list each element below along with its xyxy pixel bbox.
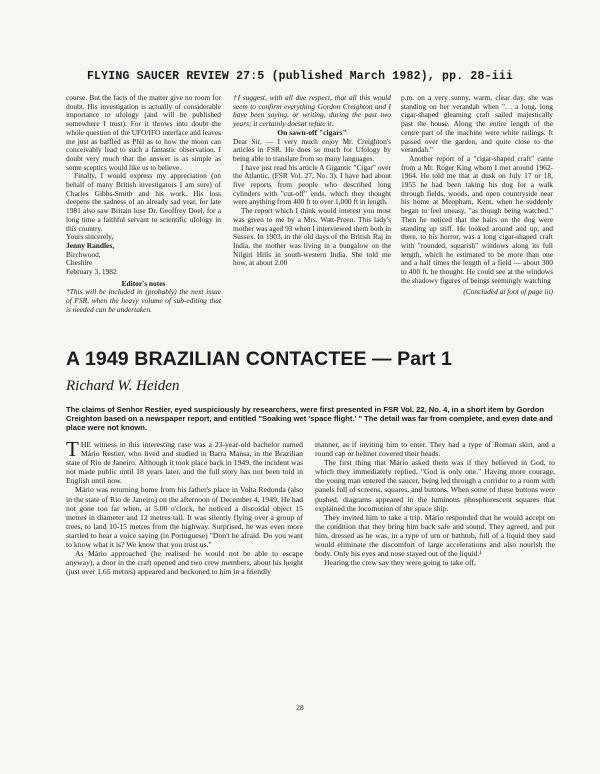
article-column-left [66, 437, 303, 577]
signer: Jenny Randles, [66, 240, 115, 250]
continuation-note: (Concluded at foot of page iii) [463, 287, 553, 297]
address-line: Cheshire [66, 258, 93, 268]
signoff: Yours sincerely, [66, 232, 114, 242]
paragraph: p.m. on a very sunny, warm, clear day, she was standing on her verandah when ". . a long, long cigar-shaped gleaming craft sailed majestically past the house. Along the entire length of the centre part of the machine were white railings. It passed over the garden, and quite close to the verandah." [401, 93, 553, 155]
paragraph: course. But the facts of the matter give no room for doubt. His investigation is actually of considerable importance to ufology (and will be published somewhere I trust). For it throws into doubt the whole question of the UFO/IFO interface and leaves me just as baffled as Phil as to how the moon can conceivably lead to such a fantastic observation. I doubt very much that the answer is as simple as some sceptics would like us to believe. [66, 93, 221, 172]
article-title: A 1949 BRAZILIAN CONTACTEE — Part 1 [66, 348, 452, 370]
paragraph: As Mário approached (he realised he would not be able to escape anyway), a door in the craft opened and two crew members, about his height (just over 1.65 metres) appeared and beckoned to him in a friendly [66, 549, 303, 577]
drop-cap: T [66, 437, 79, 461]
article-column-right [315, 440, 555, 567]
letters-column-1 [66, 94, 221, 315]
paragraph: Another report of a "cigar-shaped craft" came from a Mr. Roger King whom I met around 1962-1964. He told me that at dusk on July 17 or 18, 1955 he had been taking his dog for a walk through fields, woods, and open countryside near his home at Meopham, Kent, when he suddenly began to feel uneasy, "as though being watched." Then he noticed that the hairs on the dog were standing up stiff. He looked around and up, and there, to his horror, was a long cigar-shaped craft with "rounded, squarish" windows along its full length, which he estimated to be more than one and a half times the length of a field — about 300 to 400 ft, he thought. He could see at the windows the shadowy figures of beings seemingly watching [401, 153, 553, 285]
address-line: Birchwood, [66, 249, 101, 259]
paragraph: Hearing the crew say they were going to take off, [324, 558, 476, 568]
paragraph: Mário was returning home from his father's place in Volta Redonda (also in the state of Rio de Janeiro) on the afternoon of December 4, 1949. He had not gone too far when, at 5.00 o'clock, he noticed a discoidal object 15 metres in diameter and 12 metres tall. It was silently flying over a group of trees, to land 10-15 metres from the highway. Surprised, he was even more startled to hear a voice saying (in Portuguese) "Don't be afraid. Do you want to know what it is? We know that you trust us." [66, 485, 303, 550]
paragraph-text: HE witness in this interesting case was a 23-year-old bachelor named Mário Restier, who lived and studied in Barra Mansa, in the Brazilian state of Rio de Janeiro. Although it took place back in 1949, the incident was not made public until 18 years later, and the full story has not been told in English until now. [66, 440, 303, 486]
paragraph: I have just read his article A Gigantic "Cigar" over the Atlantic, (FSR Vol. 27, No. 3). I have had about five reports from people who described long cylinders with "cut-off" ends, which they thought were anything from 400 ft to over 1,000 ft in length. [233, 162, 391, 207]
editors-note: †I suggest, with all due respect, that all this would seem to confirm everything Gordon Creighton and I have been saying, or writing, during the past two years; it certainly doesnt refute it. [233, 93, 391, 129]
paragraph: Dear Sir, — I very much enjoy Mr. Creighton's articles in FSR. He does so much for Ufology by being able to translate from so many languages. [233, 136, 391, 163]
page-number: 28 [296, 703, 304, 712]
letters-column-3 [401, 94, 553, 297]
paragraph: The first thing that Mário asked them was if they believed in God, to which they immediately replied, "God is only one." Having more courage, the young man entered the saucer, being led through a corridor to a room with panels full of screens, squares, and buttons. When some of these buttons were pushed, diagrams appeared in the luminous phosphorescent squares that explained the locomotion of the space ship. [315, 458, 555, 513]
editors-note: *This will be included in (probably) the next issue of FSR, when the heavy volume of sub-editing that is needed can be undertaken. [66, 287, 221, 314]
letter-date: February 3, 1982 [66, 267, 117, 277]
page-header: FLYING SAUCER REVIEW 27:5 (published March 1982), pp. 28-iii [86, 70, 514, 83]
letter-heading: On sawn-off "cigars" [277, 127, 347, 137]
paragraph [66, 437, 303, 486]
paragraph: manner, as if inviting him to enter. They had a type of Roman skirt, and a round cap or helmet covered their heads. [315, 440, 555, 459]
paragraph: They invited him to take a trip. Mário responded that he would accept on the condition that they bring him back safe and sound. They agreed, and put him, dressed as he was, in a type of urn or bathtub, full of a liquid they said would eliminate the discomfort of large accelerations and also nourish the body. Only his eyes and nose stayed out of the liquid.¹ [315, 512, 555, 559]
paragraph: The report which I think would interest you most was given to me by a Mrs. Watt-Preen. This lady's mother was aged 93 when I interviewed them both in Sussex. In 1903, in the old days of the British Raj in India, the mother was living in a bungalow on the Nilgiri Hills in south-western India. She told me how, at about 2.00 [233, 206, 391, 268]
editors-notes-heading: Editor's notes [121, 278, 166, 288]
paragraph: Finally, I would express my appreciation (on behalf of many British investigators I am sure) of Charles Gibbs-Smith and his work. His loss deepens the sadness of an already sad year, for late 1981 also saw Britain lose Dr. Geoffrey Doel, for a long time a faithful servant to scientific ufology in this country. [66, 171, 221, 233]
article-author: Richard W. Heiden [66, 378, 180, 394]
article-intro: The claims of Senhor Restier, eyed suspiciously by researchers, were first presented in FSR Vol. 22, No. 4, in a short item by Gordon Creighton based on a newspaper report, and entitled "Soaking wet 'space flight.' " The detail was far from complete, and even date and place were not known. [66, 405, 553, 433]
letters-column-2 [233, 94, 391, 268]
